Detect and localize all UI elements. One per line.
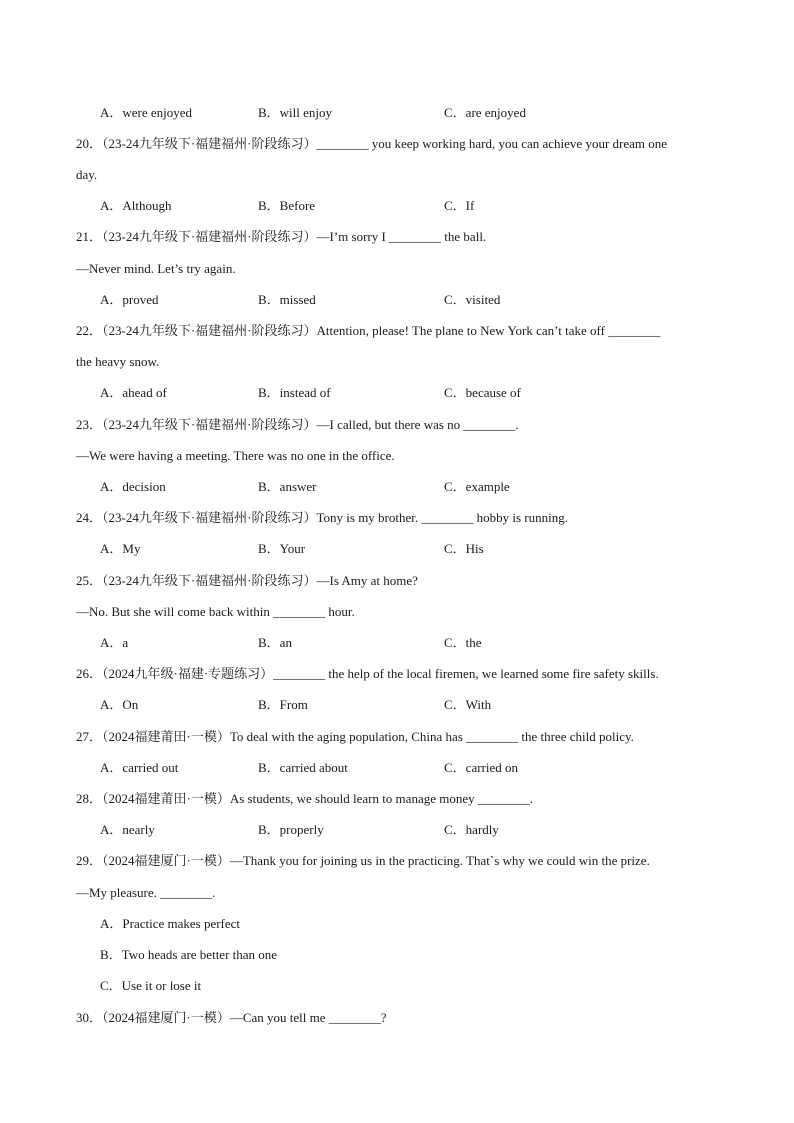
q20-stem-line-2: day. — [76, 167, 98, 182]
q20-option-b[interactable]: B．Before — [258, 198, 316, 213]
q24-options — [100, 541, 700, 557]
q23-option-b[interactable]: B．answer — [258, 479, 317, 494]
q25-stem-line-2: —No. But she will come back within ________ hour. — [76, 604, 355, 619]
q22-option-a[interactable]: A．ahead of — [100, 385, 167, 400]
q27-option-b[interactable]: B．carried about — [258, 760, 348, 775]
q26-option-b[interactable]: B．From — [258, 697, 308, 712]
q29-stem-line-1: 29．（2024福建厦门·一模）—Thank you for joining us in the practicing. That`s why we could win the prize. — [76, 853, 650, 868]
q24-stem-line-1: 24．（23-24九年级下·福建福州·阶段练习）Tony is my brother. ________ hobby is running. — [76, 510, 568, 525]
q19-option-c[interactable]: C．are enjoyed — [444, 105, 526, 120]
q22-stem-line-1: 22．（23-24九年级下·福建福州·阶段练习）Attention, please! The plane to New York can’t take off ________ — [76, 323, 661, 338]
q24-option-a[interactable]: A．My — [100, 541, 141, 556]
q28-option-a[interactable]: A．nearly — [100, 822, 155, 837]
q23-stem-line-1: 23．（23-24九年级下·福建福州·阶段练习）—I called, but there was no ________. — [76, 417, 519, 432]
q26-option-a[interactable]: A．On — [100, 697, 139, 712]
q21-stem-line-1: 21．（23-24九年级下·福建福州·阶段练习）—I’m sorry I ________ the ball. — [76, 229, 487, 244]
q21-option-c[interactable]: C．visited — [444, 292, 501, 307]
q29-option-a[interactable]: A．Practice makes perfect — [100, 916, 241, 931]
q24-option-c[interactable]: C．His — [444, 541, 484, 556]
q19-option-a[interactable]: A．were enjoyed — [100, 105, 193, 120]
q22-options — [100, 385, 700, 401]
q22-option-b[interactable]: B．instead of — [258, 385, 331, 400]
q21-option-a[interactable]: A．proved — [100, 292, 159, 307]
q20-stem-line-1: 20．（23-24九年级下·福建福州·阶段练习）________ you keep working hard, you can achieve your dream one — [76, 136, 668, 151]
q19-option-b[interactable]: B．will enjoy — [258, 105, 333, 120]
q20-option-a[interactable]: A．Although — [100, 198, 172, 213]
q23-options — [100, 479, 700, 495]
q28-option-b[interactable]: B．properly — [258, 822, 324, 837]
q25-option-a[interactable]: A．a — [100, 635, 129, 650]
q27-stem-line-1: 27．（2024福建莆田·一模）To deal with the aging population, China has ________ the three child policy. — [76, 729, 634, 744]
q25-option-b[interactable]: B．an — [258, 635, 292, 650]
q22-option-c[interactable]: C．because of — [444, 385, 521, 400]
q21-option-b[interactable]: B．missed — [258, 292, 316, 307]
q20-option-c[interactable]: C．If — [444, 198, 475, 213]
q28-options — [100, 822, 700, 838]
q29-option-b[interactable]: B．Two heads are better than one — [100, 947, 278, 962]
q25-option-c[interactable]: C．the — [444, 635, 482, 650]
q20-options — [100, 198, 700, 214]
q30-stem-line-1: 30．（2024福建厦门·一模）—Can you tell me ________? — [76, 1010, 387, 1025]
q26-stem-line-1: 26．（2024九年级·福建·专题练习）________ the help of the local firemen, we learned some fire safety skills. — [76, 666, 659, 681]
q28-option-c[interactable]: C．hardly — [444, 822, 499, 837]
q29-option-c[interactable]: C．Use it or lose it — [100, 978, 202, 993]
q27-options — [100, 760, 700, 776]
q27-option-a[interactable]: A．carried out — [100, 760, 179, 775]
q29-stem-line-2: —My pleasure. ________. — [76, 885, 216, 900]
q27-option-c[interactable]: C．carried on — [444, 760, 519, 775]
q22-stem-line-2: the heavy snow. — [76, 354, 160, 369]
q26-option-c[interactable]: C．With — [444, 697, 492, 712]
q26-options — [100, 697, 700, 713]
q23-stem-line-2: —We were having a meeting. There was no one in the office. — [76, 448, 395, 463]
q25-options — [100, 635, 700, 651]
q23-option-a[interactable]: A．decision — [100, 479, 166, 494]
q21-options — [100, 292, 700, 308]
q24-option-b[interactable]: B．Your — [258, 541, 306, 556]
q21-stem-line-2: —Never mind. Let’s try again. — [76, 261, 236, 276]
q19-options — [100, 105, 700, 121]
q28-stem-line-1: 28．（2024福建莆田·一模）As students, we should learn to manage money ________. — [76, 791, 534, 806]
q23-option-c[interactable]: C．example — [444, 479, 510, 494]
q25-stem-line-1: 25．（23-24九年级下·福建福州·阶段练习）—Is Amy at home? — [76, 573, 418, 588]
